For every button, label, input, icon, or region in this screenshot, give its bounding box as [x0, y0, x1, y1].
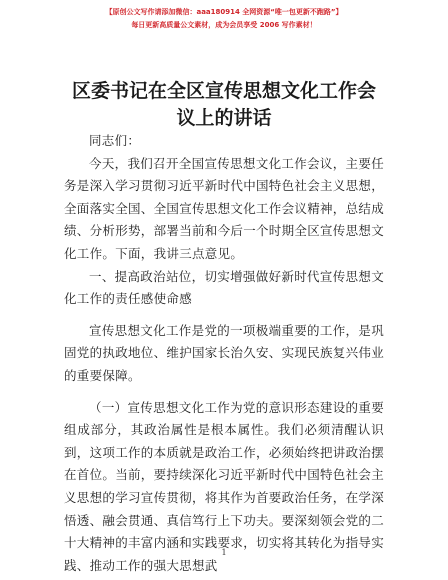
- promo-banner-line-1: 【原创公文写作请添加微信：aaa180914 全网资源“唯一包更新不跑路”】: [105, 8, 343, 16]
- paragraph-section-1-lead: 宣传思想文化工作是党的一项极端重要的工作，是巩固党的执政地位、维护国家长治久安、实现民族复兴伟业的重要保障。: [64, 322, 385, 383]
- section-heading-1: 一、提高政治站位，切实增强做好新时代宣传思想文化工作的责任感使命感: [64, 268, 384, 307]
- salutation: 同志们：: [89, 133, 141, 148]
- page-number: 1: [221, 548, 227, 557]
- document-title: 区委书记在全区宣传思想文化工作会议上的讲话: [71, 80, 376, 129]
- promo-banner-line-2: 每日更新高质量公文素材，成为会员享受 2006 写作素材！: [131, 21, 317, 29]
- paragraph-subsection-1: （一）宣传思想文化工作为党的意识形态建设的重要组成部分，其政治属性是根本属性。我们必须清醒认识到，这项工作的本质就是政治工作，必须始终把讲政治摆在首位。当前，要持续深化习近平新时代中国特色社会主义思想的学习宣传贯彻，将其作为首要政治任务，在学深悟透、融会贯通、真信笃行上下功夫。要深刻领会党的二十大精神的丰富内涵和实践要求，切实将其转化为指导实践、推动工作的强大思想武: [64, 399, 385, 573]
- paragraph-intro: 今天，我们召开全国宣传思想文化工作会议，主要任务是深入学习贯彻习近平新时代中国特色社会主义思想，全面落实全国、全国宣传思想文化工作会议精神，总结成绩、分析形势，部署当前和今后一个时期全区宣传思想文化工作。下面，我讲三点意见。: [64, 155, 385, 261]
- document-body: [64, 130, 384, 577]
